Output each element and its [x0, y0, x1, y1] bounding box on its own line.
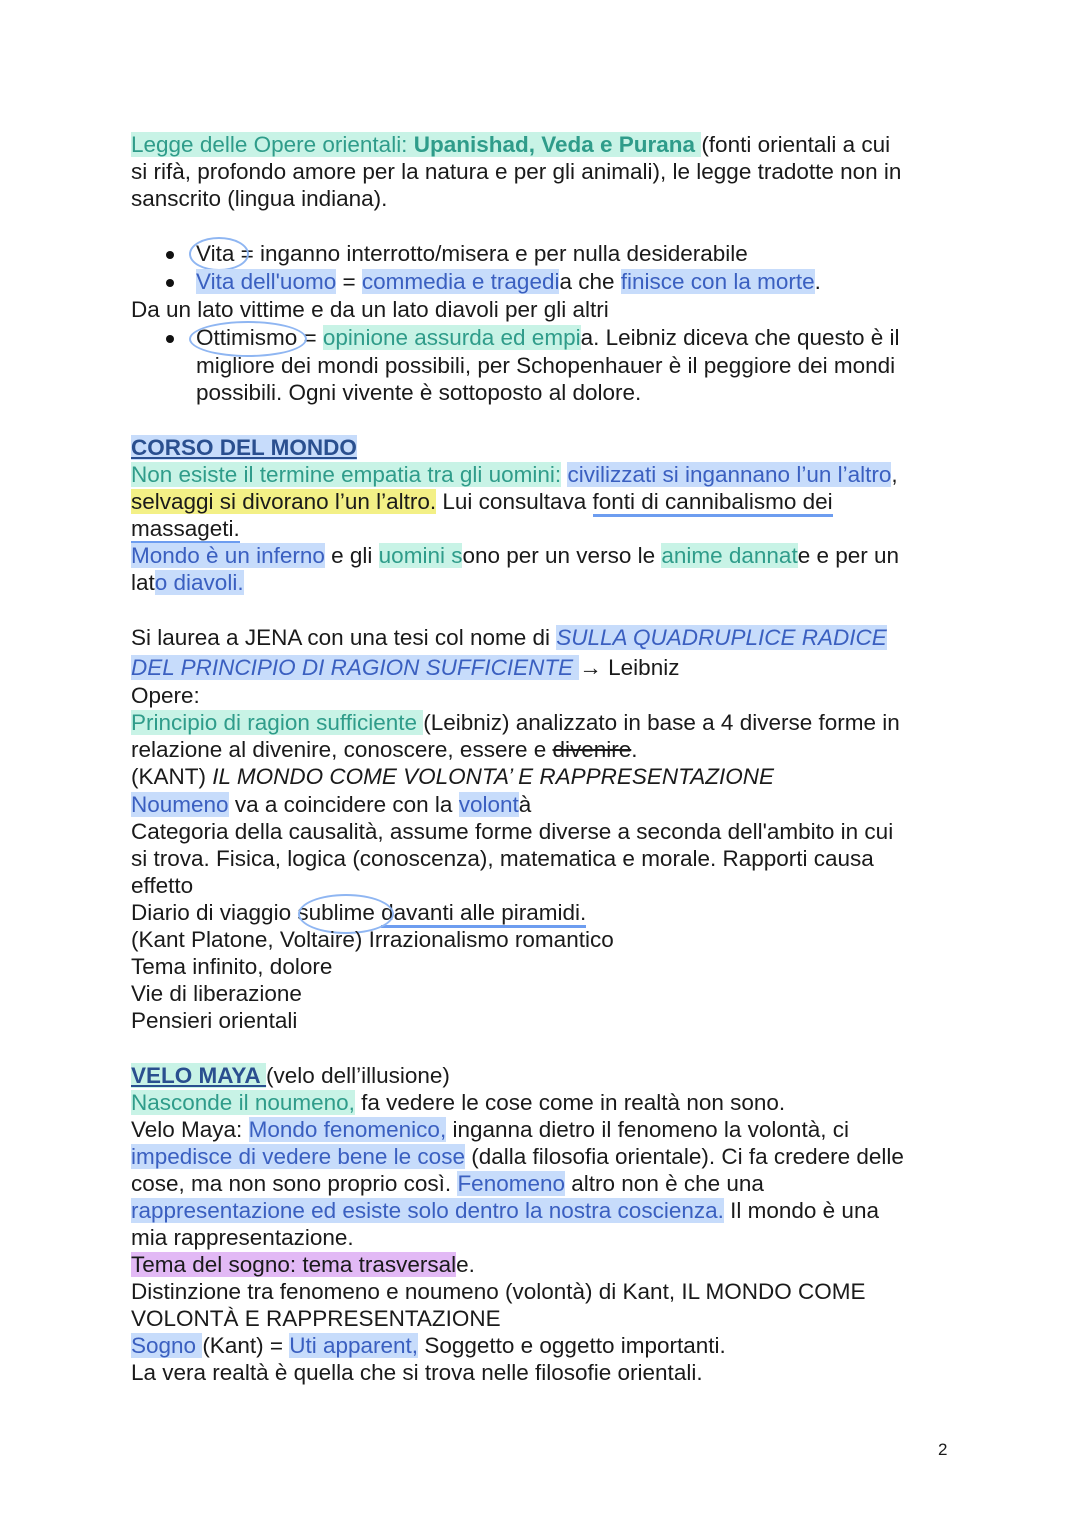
jena-line-2	[131, 654, 679, 681]
velo-line-11: La vera realtà è quella che si trova nelle filosofie orientali.	[131, 1360, 703, 1385]
text: Vita	[196, 241, 235, 266]
text: e e per un	[797, 543, 900, 568]
jena-line-1	[131, 624, 887, 651]
highlight-text: impedisce di vedere bene le cose	[131, 1144, 465, 1169]
text: sublime	[297, 900, 375, 925]
highlight-text: commedia e tragedi	[361, 269, 560, 294]
bullet-vita-uomo	[196, 268, 821, 295]
velo-line-5	[131, 1197, 879, 1224]
velo-line-9: VOLONTÀ E RAPPRESENTAZIONE	[131, 1306, 501, 1331]
corso-line-2	[131, 488, 833, 515]
text: (fonti orientali a cui	[701, 132, 891, 157]
text: .	[631, 737, 638, 762]
bullet-dot	[166, 279, 174, 287]
intro-line-1	[131, 131, 890, 158]
bullet-dot	[166, 335, 174, 343]
highlight-text: opinione assurda ed empi	[322, 325, 581, 350]
jena-line-12: (Kant Platone, Voltaire) Irrazionalismo romantico	[131, 927, 614, 952]
highlight-text: Vita dell'uomo	[196, 269, 337, 294]
circle-annotation	[189, 237, 249, 271]
text: (dalla filosofia orientale). Ci fa credere delle	[464, 1144, 904, 1169]
section-title-corso	[131, 434, 357, 461]
yellow-highlight-text: selvaggi si divorano l’un l’altro.	[131, 489, 437, 514]
text: inganna dietro il fenomeno la volontà, ci	[446, 1117, 849, 1142]
bullet-ottimismo-line-2: migliore dei mondi possibili, per Schopenhauer è il peggiore dei mondi	[196, 353, 896, 378]
strikethrough-text: divenire	[552, 737, 632, 762]
text: Velo Maya:	[131, 1117, 249, 1142]
text: fa vedere le cose come in realtà non sono.	[354, 1090, 786, 1115]
jena-line-9: si trova. Fisica, logica (conoscenza), matematica e morale. Rapporti causa	[131, 846, 874, 871]
text: = inganno interrotto/misera e per nulla desiderabile	[234, 241, 748, 266]
jena-line-3: Opere:	[131, 683, 200, 708]
text: e gli	[324, 543, 379, 568]
jena-line-10: effetto	[131, 873, 194, 898]
text: (Kant) =	[202, 1333, 290, 1358]
text: =	[297, 325, 323, 350]
text: (Leibniz) analizzato in base a 4 diverse forme in	[423, 710, 900, 735]
text: e.	[456, 1252, 475, 1277]
corso-line-1	[131, 461, 898, 488]
text: cose, ma non sono proprio così.	[131, 1171, 458, 1196]
text: va a coincidere con la	[228, 792, 459, 817]
text: à	[518, 792, 532, 817]
velo-line-4	[131, 1170, 764, 1197]
highlight-text: finisce con la morte	[620, 269, 815, 294]
velo-line-1	[131, 1089, 785, 1116]
highlight-text: o diavoli.	[154, 570, 244, 595]
text: Si laurea a JENA con una tesi col nome di	[131, 625, 557, 650]
jena-line-4	[131, 709, 900, 736]
text: .	[814, 269, 821, 294]
intro-line-3: sanscrito (lingua indiana).	[131, 186, 388, 211]
highlight-text: rappresentazione ed esiste solo dentro la nostra coscienza.	[131, 1198, 724, 1223]
jena-line-14: Vie di liberazione	[131, 981, 302, 1006]
velo-line-10	[131, 1332, 726, 1359]
highlight-text: Mondo fenomenico,	[248, 1117, 447, 1142]
bullet-ottimismo-line-3: possibili. Ogni vivente è sottoposto al dolore.	[196, 380, 642, 405]
text: a. Leibniz diceva che questo è il	[580, 325, 900, 350]
mid-line: Da un lato vittime e da un lato diavoli per gli altri	[131, 297, 609, 322]
highlight-text: Non esiste il termine empatia tra gli uomini:	[131, 462, 562, 487]
velo-line-6: mia rappresentazione.	[131, 1225, 354, 1250]
velo-line-3	[131, 1143, 904, 1170]
heading-text: VELO MAYA	[131, 1063, 267, 1088]
highlight-text: uomini s	[378, 543, 463, 568]
highlight-text: Mondo è un inferno	[131, 543, 325, 568]
highlight-text: Sogno	[131, 1333, 203, 1358]
highlight-text: Fenomeno	[457, 1171, 566, 1196]
jena-line-13: Tema infinito, dolore	[131, 954, 333, 979]
section-title-velo	[131, 1062, 450, 1089]
corso-line-5	[131, 569, 244, 596]
highlight-text: Nasconde il noumeno,	[131, 1090, 355, 1115]
jena-line-6	[131, 763, 774, 790]
text: (KANT)	[131, 764, 213, 789]
highlight-text: Noumeno	[131, 792, 229, 817]
text: =	[336, 269, 362, 294]
bullet-dot	[166, 251, 174, 259]
highlight-text: Legge delle Opere orientali:	[131, 132, 414, 157]
corso-line-4	[131, 542, 899, 569]
jena-line-5	[131, 736, 638, 763]
highlight-text: Principio di ragion sufficiente	[131, 710, 424, 735]
underlined-text: massageti.	[131, 516, 240, 544]
text: → Leibniz	[579, 655, 680, 680]
underlined-text: davanti alle piramidi.	[381, 900, 586, 928]
highlight-text: anime dannat	[661, 543, 798, 568]
jena-line-7	[131, 791, 531, 818]
intro-line-2: si rifà, profondo amore per la natura e per gli animali), le legge tradotte non in	[131, 159, 902, 184]
text: Diario di viaggio	[131, 900, 298, 925]
highlight-bold-text: Upanishad, Veda e Purana	[413, 132, 702, 157]
italic-text: IL MONDO COME VOLONTA’ E RAPPRESENTAZIONE	[212, 764, 775, 789]
text: Soggetto e oggetto importanti.	[418, 1333, 726, 1358]
text: (velo dell’illusione)	[266, 1063, 450, 1088]
text: ,	[891, 462, 898, 487]
text: Lui consultava	[436, 489, 593, 514]
highlight-italic-text: DEL PRINCIPIO DI RAGION SUFFICIENTE	[131, 655, 580, 680]
bullet-vita	[196, 240, 748, 267]
text: relazione al divenire, conoscere, essere e	[131, 737, 553, 762]
underlined-text: fonti di cannibalismo dei	[593, 489, 833, 517]
page-number: 2	[938, 1440, 948, 1459]
text: Ottimismo	[196, 325, 298, 350]
text: altro non è che una	[565, 1171, 764, 1196]
highlight-text: volont	[458, 792, 519, 817]
text: Il mondo è una	[723, 1198, 879, 1223]
highlight-italic-text: SULLA QUADRUPLICE RADICE	[556, 625, 887, 650]
velo-line-8: Distinzione tra fenomeno e noumeno (volontà) di Kant, IL MONDO COME	[131, 1279, 866, 1304]
highlight-text: Uti apparent,	[289, 1333, 419, 1358]
text: ono per un verso le	[462, 543, 662, 568]
jena-line-8: Categoria della causalità, assume forme diverse a seconda dell'ambito in cui	[131, 819, 894, 844]
purple-highlight-text: Tema del sogno: tema trasversal	[131, 1252, 457, 1277]
velo-line-7	[131, 1251, 475, 1278]
text: a che	[559, 269, 621, 294]
heading-text: CORSO DEL MONDO	[131, 435, 357, 460]
highlight-text: civilizzati si ingannano l’un l’altro	[567, 462, 892, 487]
text: lat	[131, 570, 155, 595]
jena-line-15: Pensieri orientali	[131, 1008, 298, 1033]
corso-line-3	[131, 515, 240, 542]
velo-line-2	[131, 1116, 849, 1143]
